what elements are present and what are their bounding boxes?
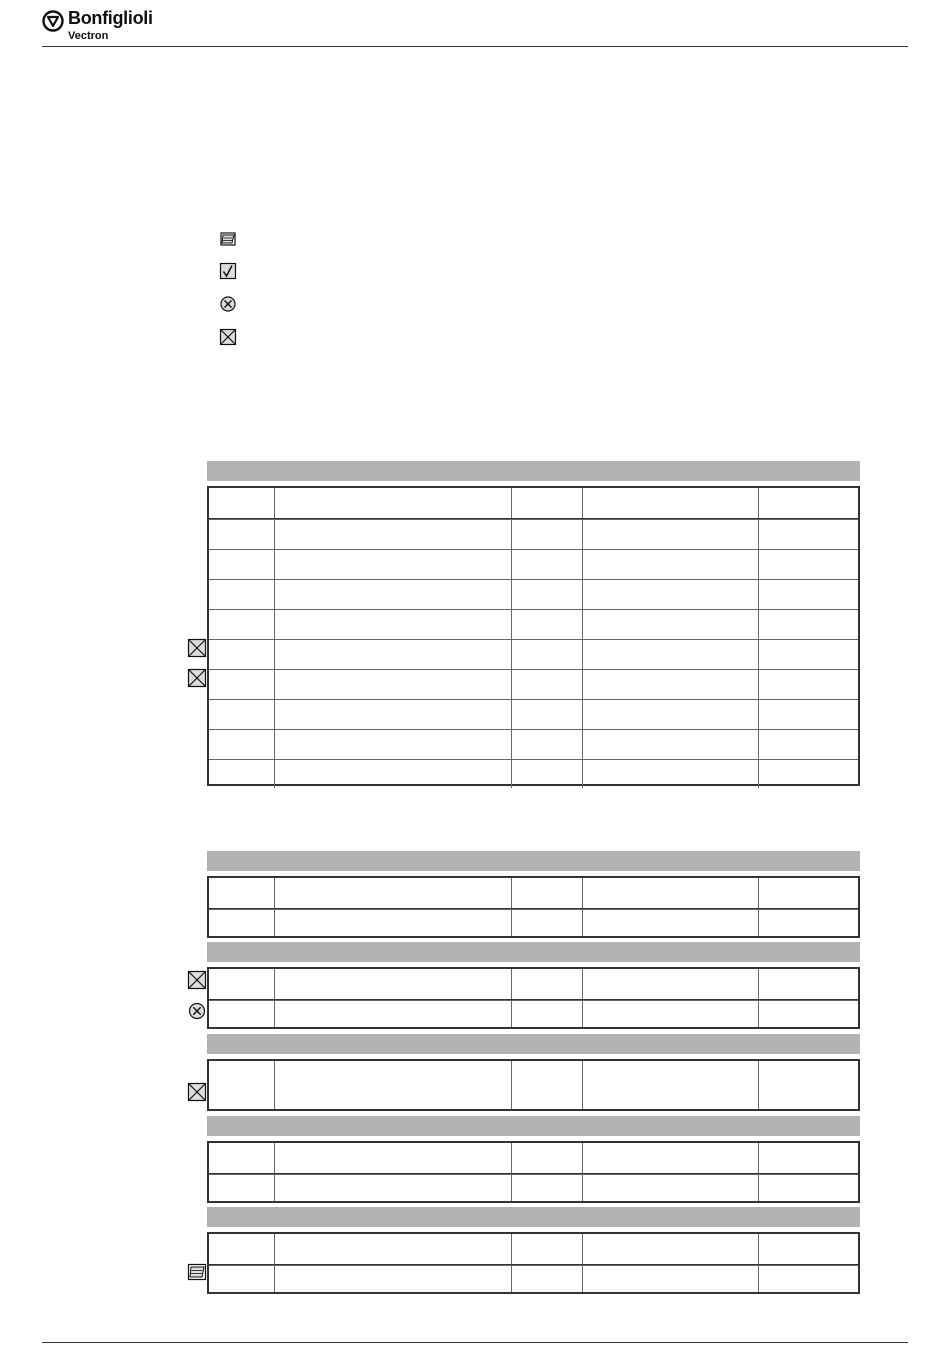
table-row [209, 519, 858, 549]
parameter-table-4 [207, 1059, 860, 1111]
table-row [209, 1234, 858, 1265]
manual-icon [219, 230, 237, 248]
table-header-row [209, 878, 858, 909]
table-2-title-band [207, 851, 860, 871]
parameter-table-3 [207, 967, 860, 1029]
table-5-title-band [207, 1116, 860, 1136]
table-header-row [209, 488, 858, 519]
parameter-table-6 [207, 1232, 860, 1294]
table-row [209, 1265, 858, 1292]
bonfiglioli-logo-icon [42, 10, 64, 32]
table-row [209, 969, 858, 1000]
table-6-title-band [207, 1207, 860, 1227]
table-row [209, 1000, 858, 1027]
cross-box-icon [187, 638, 207, 658]
cross-box-icon [187, 970, 207, 990]
checkmark-box-icon [219, 262, 237, 280]
brand-subtitle: Vectron [68, 30, 109, 42]
company-logo [42, 8, 172, 44]
table-row [209, 549, 858, 579]
parameter-table-2 [207, 876, 860, 938]
parameter-table-5 [207, 1141, 860, 1203]
table-row [209, 579, 858, 609]
table-1-title-band [207, 461, 860, 481]
header-divider [42, 46, 908, 47]
circle-x-icon [187, 1001, 207, 1021]
table-row [209, 669, 858, 699]
table-row [209, 759, 858, 788]
cross-box-icon [187, 668, 207, 688]
table-3-title-band [207, 942, 860, 962]
table-row [209, 639, 858, 669]
manual-icon [187, 1262, 207, 1282]
circle-x-icon [219, 295, 237, 313]
table-row [209, 1061, 858, 1109]
parameter-table-1 [207, 486, 860, 786]
table-row [209, 729, 858, 759]
table-row [209, 699, 858, 729]
footer-divider [42, 1342, 908, 1343]
cross-box-icon [219, 328, 237, 346]
table-row [209, 1174, 858, 1201]
table-4-title-band [207, 1034, 860, 1054]
cross-box-icon [187, 1082, 207, 1102]
table-row [209, 1143, 858, 1174]
brand-name: Bonfiglioli [68, 8, 153, 28]
table-row [209, 609, 858, 639]
table-row [209, 909, 858, 936]
